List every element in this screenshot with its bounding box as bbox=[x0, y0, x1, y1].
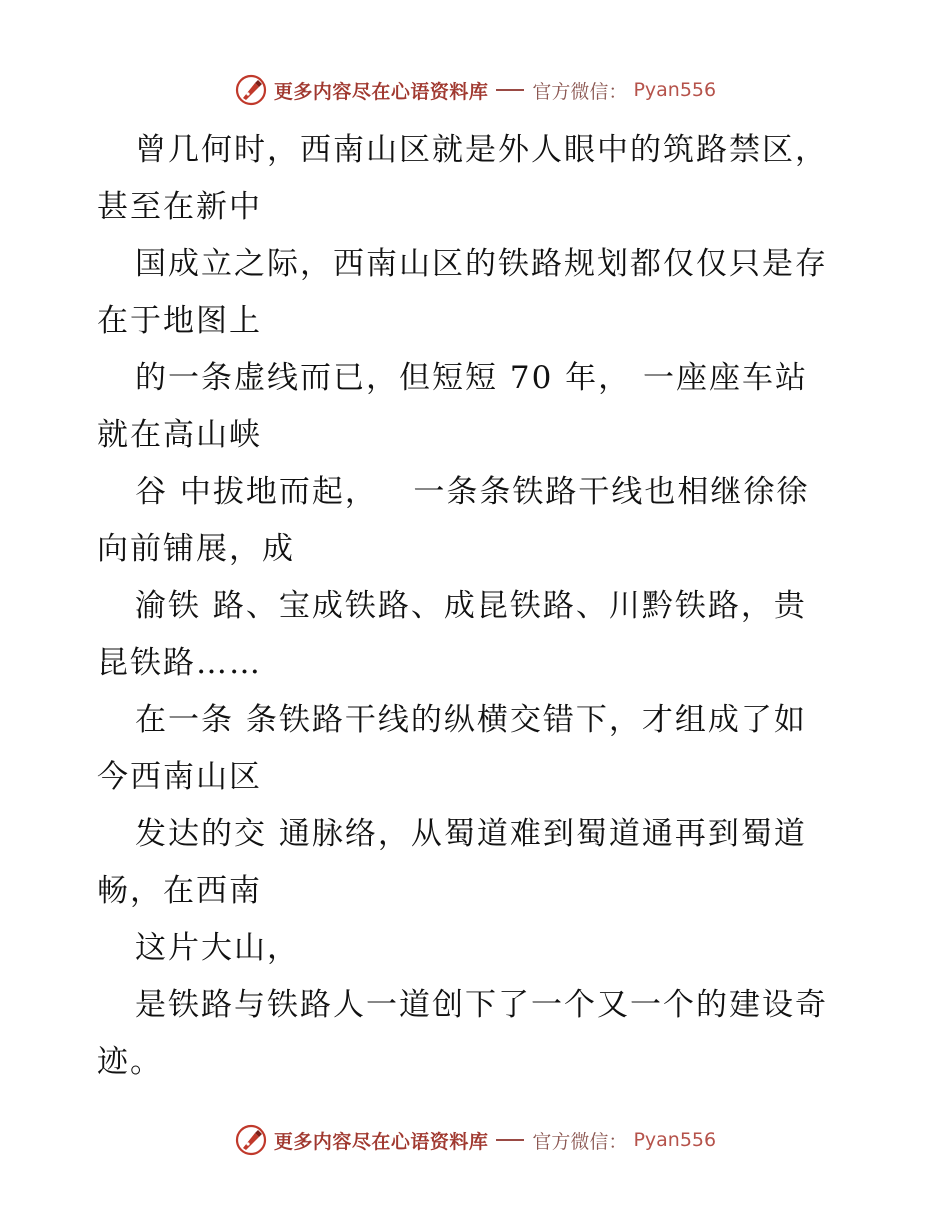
text-line: 国成立之际，西南山区的铁路规划都仅仅只是存 bbox=[135, 246, 828, 282]
footer-banner-wechat-id: Pyan556 bbox=[633, 1129, 717, 1151]
footer-banner-dash bbox=[496, 1139, 524, 1141]
text-line: 在于地图上 bbox=[97, 303, 262, 339]
text-line: 甚至在新中 bbox=[97, 189, 262, 225]
header-banner-main-text: 更多内容尽在心语资料库 bbox=[273, 80, 489, 103]
text-line: 这片大山， bbox=[135, 930, 300, 966]
text-line: 昆铁路…… bbox=[97, 645, 262, 681]
header-banner-dash bbox=[496, 89, 524, 91]
text-line: 发达的交 通脉络，从蜀道难到蜀道通再到蜀道 bbox=[135, 816, 807, 852]
text-line: 是铁路与铁路人一道创下了一个又一个的建设奇 bbox=[135, 987, 828, 1023]
text-line: 的一条虚线而已，但短短 70 年， 一座座车站 bbox=[135, 360, 809, 396]
text-line: 就在高山峡 bbox=[97, 417, 262, 453]
footer-banner bbox=[0, 1120, 950, 1160]
text-line: 曾几何时，西南山区就是外人眼中的筑路禁区， bbox=[135, 132, 828, 168]
footer-banner-wechat-label: 官方微信： bbox=[532, 1130, 628, 1153]
document-body bbox=[97, 122, 857, 1091]
text-line: 渝铁 路、宝成铁路、成昆铁路、川黔铁路，贵 bbox=[135, 588, 807, 624]
footer-banner-main-text: 更多内容尽在心语资料库 bbox=[273, 1130, 489, 1153]
text-line: 今西南山区 bbox=[97, 759, 262, 795]
text-line: 谷 中拔地而起， 一条条铁路干线也相继徐徐 bbox=[135, 474, 810, 510]
pen-nib-logo-icon bbox=[234, 73, 268, 107]
text-line: 向前铺展，成 bbox=[97, 531, 295, 567]
text-line: 畅，在西南 bbox=[97, 873, 262, 909]
text-line: 迹。 bbox=[97, 1044, 163, 1080]
header-banner bbox=[0, 70, 950, 110]
pen-nib-logo-icon bbox=[234, 1123, 268, 1157]
header-banner-wechat-id: Pyan556 bbox=[633, 79, 717, 101]
header-banner-wechat-label: 官方微信： bbox=[532, 80, 628, 103]
text-line: 在一条 条铁路干线的纵横交错下，才组成了如 bbox=[135, 702, 807, 738]
